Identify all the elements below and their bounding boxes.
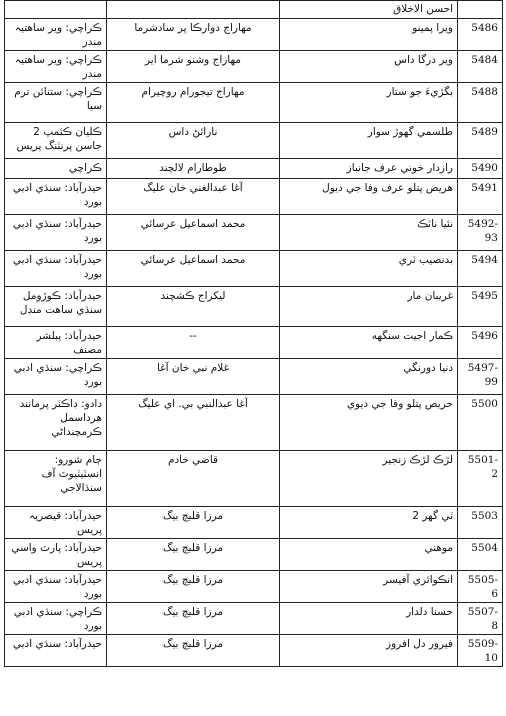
- entry-number: 5494: [458, 251, 503, 287]
- entry-number: 5488: [458, 83, 503, 123]
- entry-title: غريبان مار: [280, 287, 458, 327]
- table-row: [5, 451, 503, 507]
- table-row: [5, 215, 503, 251]
- entry-number: 5484: [458, 51, 503, 83]
- entry-number: 5503: [458, 507, 503, 539]
- table-row: [5, 287, 503, 327]
- entry-number: 5509-10: [458, 635, 503, 667]
- entry-title: ويرا پمينو: [280, 19, 458, 51]
- table-row: [5, 359, 503, 395]
- entry-number: 5507-8: [458, 603, 503, 635]
- entry-title: حريص پتلو وفا جي ديوي: [280, 395, 458, 451]
- entry-publisher: ڪليان ڪئمپ 2 جاسن پرنٽنگ پريس: [5, 123, 107, 159]
- entry-author: ليکراج ڪشچند: [107, 287, 280, 327]
- entry-number: 5505-6: [458, 571, 503, 603]
- entry-publisher: ڪراچي: ستنائن ترم سيا: [5, 83, 107, 123]
- entry-author: آغا عبدالنبي بي. اي عليگ: [107, 395, 280, 451]
- entry-author: مرزا قليچ بيگ: [107, 635, 280, 667]
- entry-author: مهاراج دوارڪا پر سادشرما: [107, 19, 280, 51]
- entry-publisher: حيدرآباد: سنڌي ادبي بورڊ: [5, 251, 107, 287]
- entry-publisher: حيدرآباد: سنڌي ادبي: [5, 635, 107, 667]
- entry-number: 5496: [458, 327, 503, 359]
- entry-publisher: حيدرآباد: قيصريہ پريس: [5, 507, 107, 539]
- entry-publisher: حيدرآباد: پارٽ واسي پريس: [5, 539, 107, 571]
- table-row: [5, 251, 503, 287]
- entry-author: مرزا قليچ بيگ: [107, 603, 280, 635]
- entry-publisher: ڪراچي: [5, 159, 107, 179]
- entry-publisher: حيدرآباد: سنڌي ادبي بورڊ: [5, 179, 107, 215]
- catalog-table: [4, 0, 503, 667]
- entry-title: رازدار خوني عرف جانباز: [280, 159, 458, 179]
- entry-publisher: دادو: ڊاڪٽر پرمانند هرداسمل ڪرمچنداڻي: [5, 395, 107, 451]
- entry-number: 5489: [458, 123, 503, 159]
- entry-publisher: حيدرآباد: سنڌي ادبي بورڊ: [5, 571, 107, 603]
- entry-number: 5492-93: [458, 215, 503, 251]
- entry-publisher: ڪراچي: سنڌي ادبي بورڊ: [5, 603, 107, 635]
- header-publisher: [5, 1, 107, 19]
- entry-publisher: ڪراچي: سنڌي ادبي بورڊ: [5, 359, 107, 395]
- table-row: [5, 159, 503, 179]
- entry-author: مهاراج وشنو شرما اير: [107, 51, 280, 83]
- table-row: [5, 51, 503, 83]
- entry-title: دنيا دورنگي: [280, 359, 458, 395]
- entry-number: 5495: [458, 287, 503, 327]
- entry-author: مرزا قليچ بيگ: [107, 507, 280, 539]
- entry-author: محمد اسماعيل عرسائي: [107, 215, 280, 251]
- entry-publisher: حيدرآباد: پبلشر مصنف: [5, 327, 107, 359]
- entry-publisher: ڪراچي: وير ساهتيہ مندر: [5, 19, 107, 51]
- entry-publisher: حيدرآباد: ڪوڙومل سنڌي ساهت منڊل: [5, 287, 107, 327]
- table-row: [5, 83, 503, 123]
- entry-title: ڪمار اجيت سنگهه: [280, 327, 458, 359]
- table-row: [5, 571, 503, 603]
- entry-title: بدنصيب ٽري: [280, 251, 458, 287]
- table-row: [5, 635, 503, 667]
- entry-title: بگڙيءَ جو ستار: [280, 83, 458, 123]
- entry-title: هريض پتلو عرف وفا جي ديول: [280, 179, 458, 215]
- entry-number: 5504: [458, 539, 503, 571]
- entry-title: حسنا دلدار: [280, 603, 458, 635]
- entry-author: --: [107, 327, 280, 359]
- table-row: [5, 179, 503, 215]
- header-author: [107, 1, 280, 19]
- header-row: [5, 1, 503, 19]
- header-title: احسن الاخلاق: [280, 1, 458, 19]
- table-row: [5, 19, 503, 51]
- entry-author: محمد اسماعيل عرسائي: [107, 251, 280, 287]
- entry-author: مرزا قليچ بيگ: [107, 539, 280, 571]
- entry-author: طوطارام لالچند: [107, 159, 280, 179]
- entry-publisher: ڪراچي: وير ساهتيہ مندر: [5, 51, 107, 83]
- entry-author: غلام نبي خان آغا: [107, 359, 280, 395]
- entry-title: وير درگا داس: [280, 51, 458, 83]
- entry-title: نئيا ناٽڪ: [280, 215, 458, 251]
- catalog-body: [5, 1, 503, 667]
- entry-title: ٽي گهر 2: [280, 507, 458, 539]
- entry-publisher: ڄام شورو: انسٽيٽيوٽ آف سنڌالاجي: [5, 451, 107, 507]
- entry-number: 5501-2: [458, 451, 503, 507]
- table-row: [5, 327, 503, 359]
- entry-title: طلسمي گهوڙ سوار: [280, 123, 458, 159]
- entry-title: فيرور دل افروز: [280, 635, 458, 667]
- entry-number: 5490: [458, 159, 503, 179]
- header-number: [458, 1, 503, 19]
- entry-author: مرزا قليچ بيگ: [107, 571, 280, 603]
- entry-author: آغا عبدالغني خان عليگ: [107, 179, 280, 215]
- entry-number: 5497-99: [458, 359, 503, 395]
- entry-title: موهني: [280, 539, 458, 571]
- table-row: [5, 507, 503, 539]
- table-row: [5, 539, 503, 571]
- table-row: [5, 123, 503, 159]
- entry-number: 5486: [458, 19, 503, 51]
- entry-publisher: حيدرآباد: سنڌي ادبي بورڊ: [5, 215, 107, 251]
- entry-author: نارائڻ داس: [107, 123, 280, 159]
- table-row: [5, 603, 503, 635]
- entry-author: مهاراج تيجورام روچيرام: [107, 83, 280, 123]
- entry-title: انڪوائري آفيسر: [280, 571, 458, 603]
- entry-number: 5491: [458, 179, 503, 215]
- entry-author: قاضي خادم: [107, 451, 280, 507]
- table-row: [5, 395, 503, 451]
- entry-number: 5500: [458, 395, 503, 451]
- entry-title: لڙڪ لڙڪ زنجير: [280, 451, 458, 507]
